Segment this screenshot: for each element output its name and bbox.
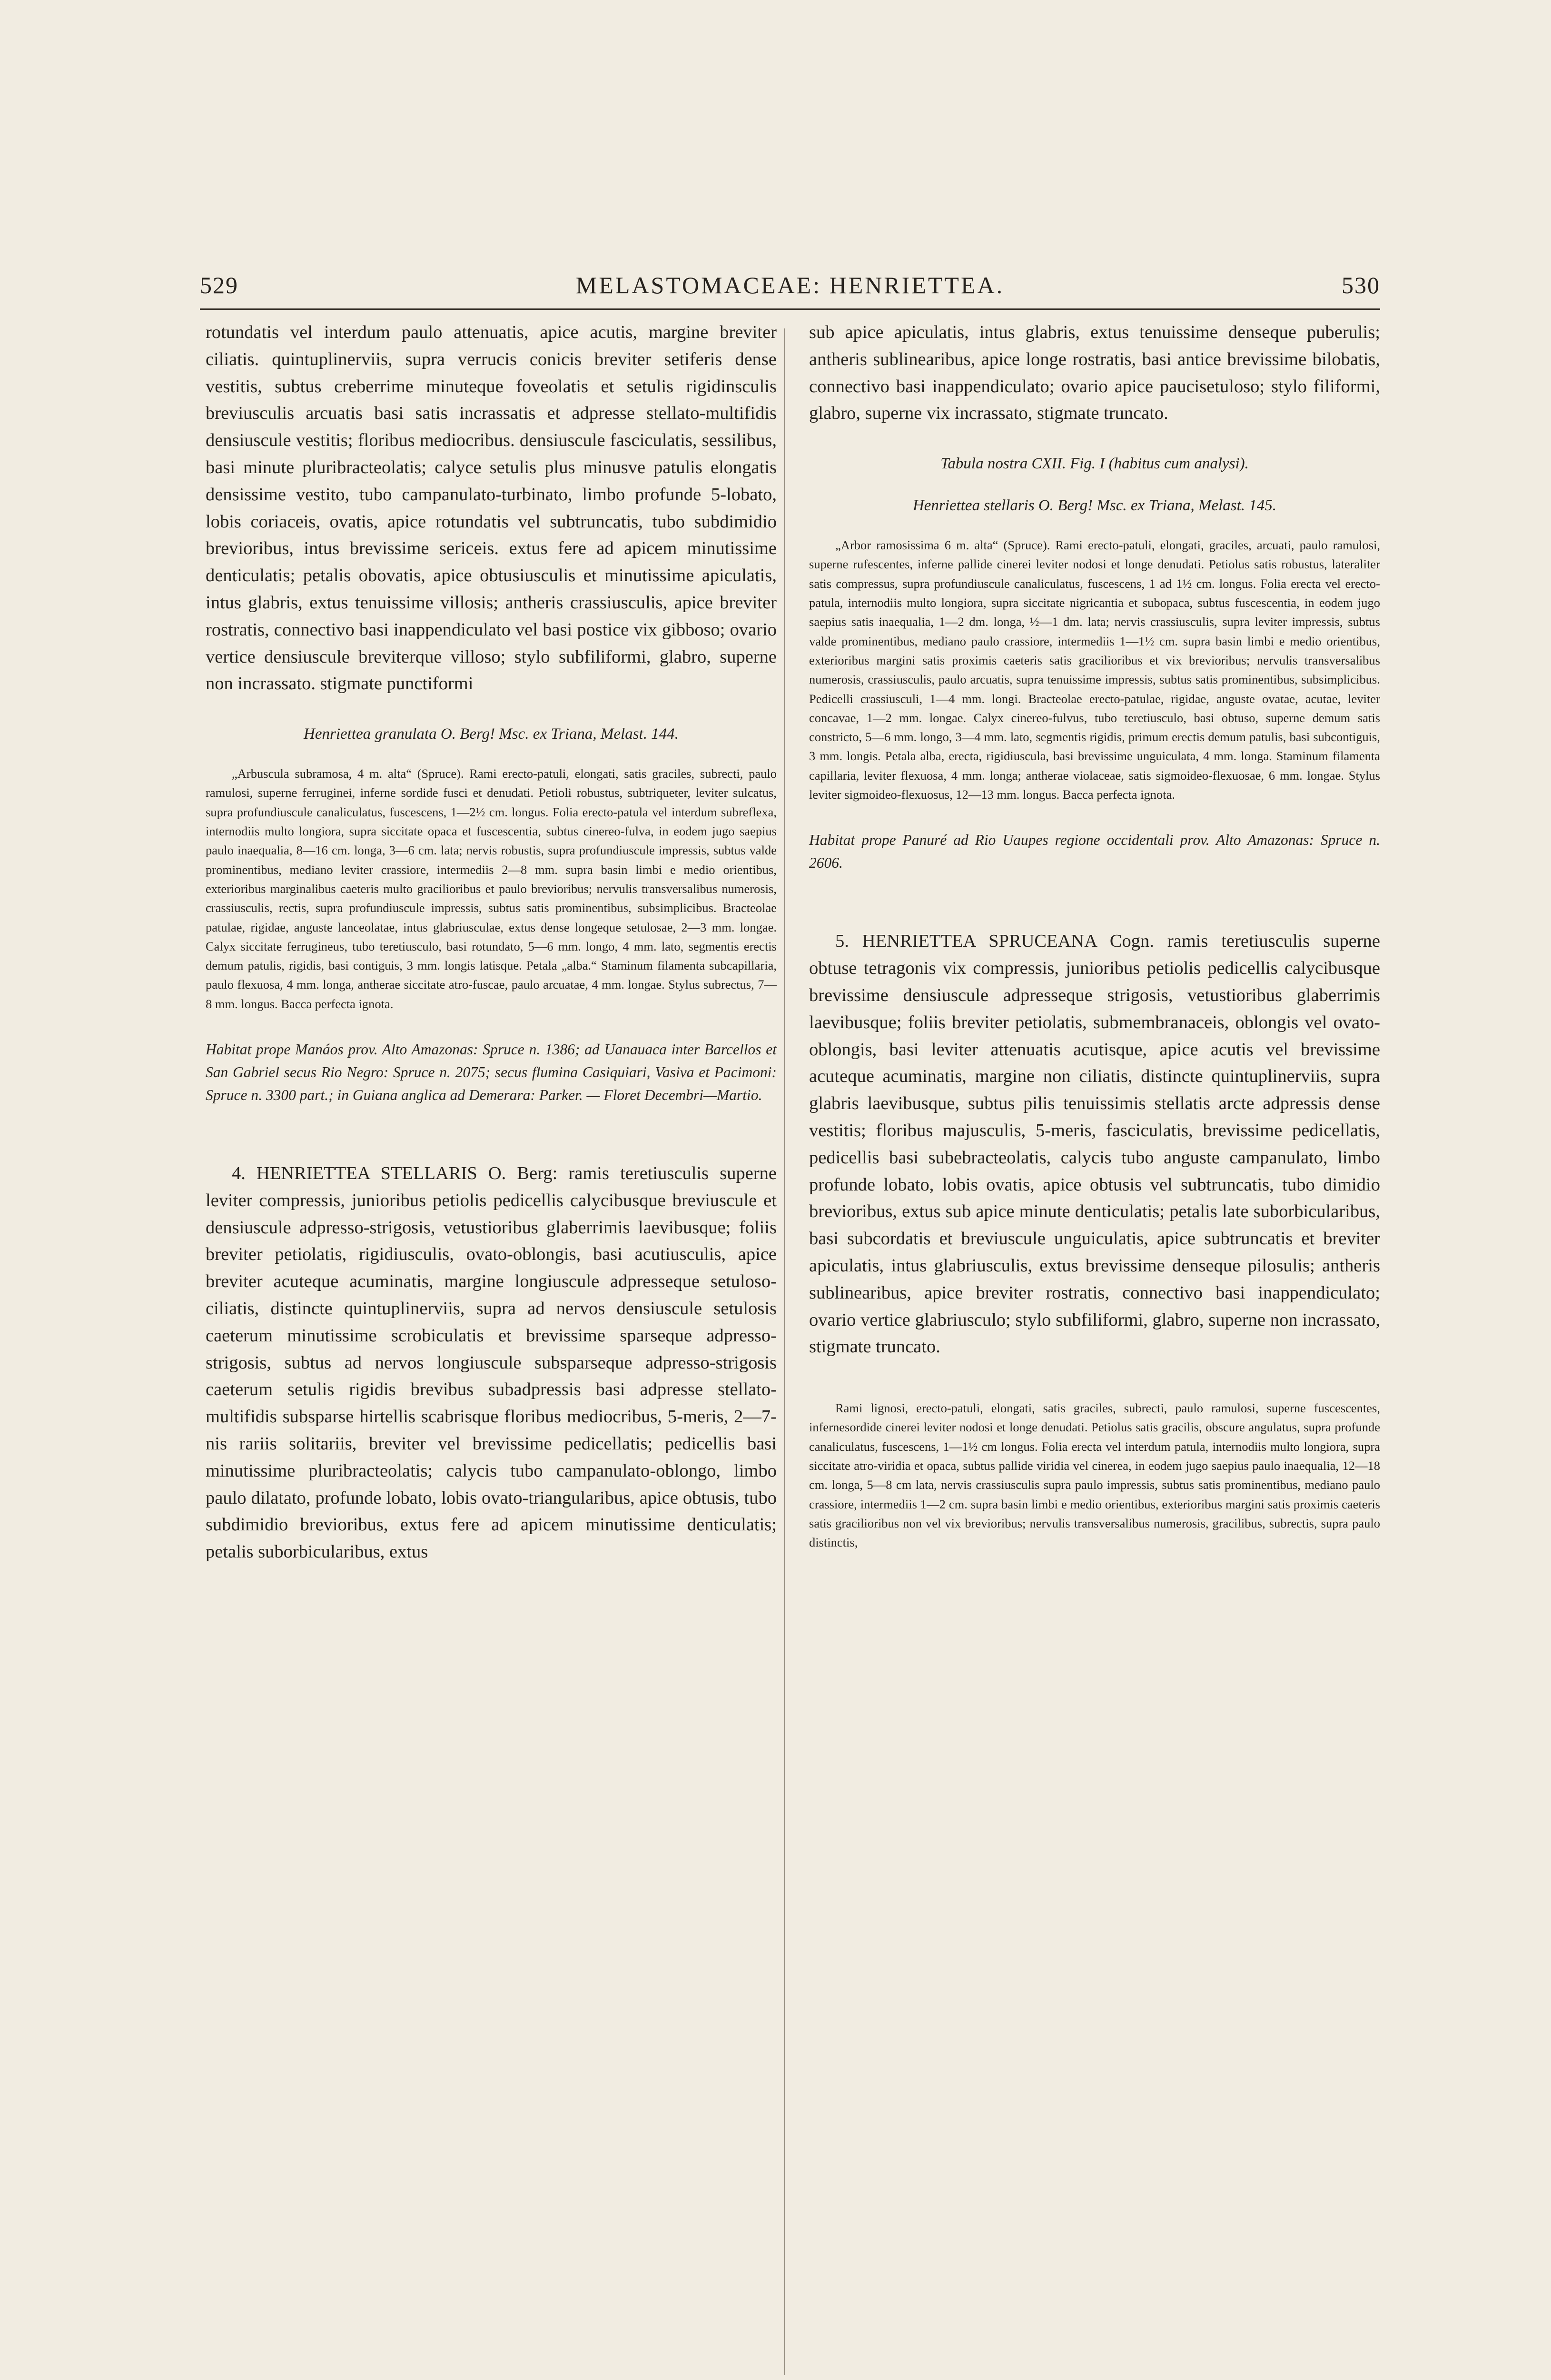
synonym-citation: Henriettea granulata O. Berg! Msc. ex Triana, Melast. 144. bbox=[304, 725, 679, 743]
right-column bbox=[809, 319, 1380, 1552]
page-number-left: 529 bbox=[200, 272, 238, 298]
description-right: „Arbor ramosissima 6 m. alta“ (Spruce). Rami erecto-patuli, elongati, graciles, arcuati, paulo ramulosi, superne rufescentes, inferne pallide cinerei leviter nodosi et longe denudati. Petiolus satis robustus, lateraliter satis compressus, supra profundiuscule canaliculatus, fuscescens, 1 ad 1½ cm. longus. Folia erecta vel erecto-patula, internodiis multo longiora, supra siccitate nigricantia et subopaca, subtus fuscescentia, in eodem jugo saepius satis inaequalia, 1—2 dm. longa, ½—1 dm. lata; nervis crassiusculis, supra leviter impressis, subtus valde prominentibus, mediano paulo crassiore, intermediis 1—1½ cm. supra basin limbi e medio orientibus, exterioribus margini satis proximis caeteris satis gracilioribus et vix brevioribus; nervulis transversalibus numerosis, crassiusculis, paulo arcuatis, supra tenuissime impressis, subtus satis prominentibus, subsimplicibus. Pedicelli crassiusculi, 1—4 mm. longi. Bracteolae erecto-patulae, rigidae, anguste ovatae, acutae, leviter concavae, 1—2 mm. longae. Calyx cinereo-fulvus, tubo teretiusculo, basi obtuso, superne demum satis constricto, 5—6 mm. longo, 3—4 mm. lato, segmentis rigidis, primum erectis demum patulis, basi subcontiguis, 3 mm. longis. Petala alba, erecta, rigidiuscula, basi brevissime unguiculata, 4 mm. longa. Staminum filamenta capillaria, leviter flexuosa, 4 mm. longa; antherae violaceae, satis sigmoideo-flexuosae, 6 mm. longae. Stylus leviter sigmoideo-flexuosus, 12—13 mm. longus. Bacca perfecta ignota. bbox=[809, 538, 1380, 802]
plate-reference: Tabula nostra CXII. Fig. I (habitus cum analysi). bbox=[940, 455, 1249, 473]
left-column bbox=[206, 319, 777, 1566]
synonym-citation-right: Henriettea stellaris O. Berg! Msc. ex Triana, Melast. 145. bbox=[912, 497, 1277, 515]
running-title: MELASTOMACEAE: HENRIETTEA. bbox=[575, 272, 1005, 298]
page-number-right: 530 bbox=[1342, 272, 1380, 298]
column-divider bbox=[784, 328, 785, 2375]
species-5-diagnosis: 5. HENRIETTEA SPRUCEANA Cogn. ramis teretiusculis superne obtuse tetragonis vix compressis, junioribus petiolis pedicellis calycibusque brevissime densiuscule adpresseque strigosis, vetustioribus glaberrimis laevibusque; foliis breviter petiolatis, submembranaceis, oblongis vel ovato-oblongis, basi leviter attenuatis acutisque, apice acutis vel brevissime acuteque acuminatis, margine non ciliatis, distincte quintuplinerviis, supra glabris laevibusque, subtus pilis tenuissimis stellatis arcte adpressis dense vestitis; floribus majusculis, 5-meris, fasciculatis, brevissime pedicellatis, pedicellis basi subebracteolatis, calycis tubo anguste campanulato, limbo profunde lobato, lobis ovatis, apice obtusis vel subtruncatis, tubo dimidio brevioribus, extus sub apice minute denticulatis; petalis late suborbicularibus, basi subcordatis et breviuscule unguiculatis, apice subtruncatis et breviter apiculatis, intus glabriusculis, extus brevissime denseque pilosulis; antheris sublinearibus, apice breviter rostratis, connectivo basi inappendiculato; ovario vertice glabriusculo; stylo subfiliformi, glabro, superne non incrassato, stigmate truncato. bbox=[809, 931, 1380, 1357]
habitat-note-right: Habitat prope Panuré ad Rio Uaupes regione occidentali prov. Alto Amazonas: Spruce n. 2606. bbox=[809, 832, 1380, 872]
running-header bbox=[200, 267, 1380, 305]
description-species-5: Rami lignosi, erecto-patuli, elongati, satis graciles, subrecti, paulo ramulosi, superne fuscescentes, infernesordide cinerei leviter nodosi et longe denudati. Petiolus satis gracilis, obscure angulatus, supra profunde canaliculatus, fuscescens, 1—1½ cm longus. Folia erecta vel interdum patula, internodiis multo longiora, supra siccitate atro-viridia et opaca, subtus pallide viridia vel cinerea, in eodem jugo saepius paulo inaequalia, 12—18 cm. longa, 5—8 cm lata, nervis crassiusculis supra paulo impressis, subtus satis prominentibus, mediano paulo crassiore, intermediis 1—2 cm. supra basin limbi e medio orientibus, exterioribus margini satis proximis caeteris satis gracilioribus non vel vix brevioribus; nervulis transversalibus numerosis, gracilibus, subrectis, supra paulo distinctis, bbox=[809, 1401, 1380, 1550]
habitat-note: Habitat prope Manáos prov. Alto Amazonas: Spruce n. 1386; ad Uanauaca inter Barcellos et San Gabriel secus Rio Negro: Spruce n. 2075; secus flumina Casiquiari, Vasiva et Pacimoni: Spruce n. 3300 part.; in Guiana anglica ad Demerara: Parker. — Floret Decembri—Martio. bbox=[206, 1041, 777, 1104]
diagnosis-continued-right: sub apice apiculatis, intus glabris, extus tenuissime denseque puberulis; antheris sublinearibus, apice longe rostratis, basi antice brevissime bilobatis, connectivo basi inappendiculato; ovario apice paucisetuloso; stylo filiformi, glabro, superne vix incrassato, stigmate truncato. bbox=[809, 322, 1380, 424]
diagnosis-continued: rotundatis vel interdum paulo attenuatis, apice acutis, margine breviter ciliatis. quintuplinerviis, supra verrucis conicis breviter setiferis dense vestitis, subtus creberrime minuteque foveolatis et setulis rigidinsculis breviusculis arcuatis basi satis incrassatis et adpresse stellato-multifidis densiuscule vestitis; floribus mediocribus. densiuscule fasciculatis, sessilibus, basi minute pluribracteolatis; calyce setulis plus minusve patulis elongatis densissime vestito, tubo campanulato-turbinato, limbo profunde 5-lobato, lobis coriaceis, ovatis, apice rotundatis vel subtruncatis, tubo subdimidio brevioribus, intus brevissime sericeis. extus fere ad apicem minutissime denticulatis; petalis obovatis, apice obtusiusculis et minutissime apiculatis, intus glabris, extus tenuissime villosis; antheris crassiusculis, apice breviter rostratis, connectivo basi inappendiculato vel basi postice vix gibboso; ovario vertice densiuscule breviterque villoso; stylo subfiliformi, glabro, superne non incrassato. stigmate punctiformi bbox=[206, 322, 777, 694]
header-rule bbox=[200, 308, 1380, 310]
description: „Arbuscula subramosa, 4 m. alta“ (Spruce). Rami erecto-patuli, elongati, satis graciles, subrecti, paulo ramulosi, superne ferruginei, inferne sordide fusci et denudati. Petioli robustus, subtriqueter, leviter sulcatus, supra profundiuscule canaliculatus, fuscescens, 1—2½ cm. longus. Folia erecto-patula vel interdum subreflexa, internodiis multo longiora, supra siccitate opaca et fuscescentia, subtus cinereo-fulva, in eodem jugo saepius paulo inaequalia, 8—16 cm. longa, 3—6 cm. lata; nervis robustis, supra profundiuscule impressis, subtus valde prominentibus, mediano leviter crassiore, intermediis 2—8 mm. supra basin limbi e medio orientibus, exterioribus marginalibus caeteris multo gracilioribus et paulo brevioribus; nervulis transversalibus numerosis, crassiusculis, rectis, supra profundiuscule impressis, subtus satis prominentibus, subsimplicibus. Bracteolae patulae, rigidae, anguste lanceolatae, intus glabriusculae, extus dense longeque setulosae, 2—3 mm. longae. Calyx siccitate ferrugineus, tubo teretiusculo, basi rotundato, 5—6 mm. longo, 4 mm. lato, segmentis erectis demum patulis, rigidis, basi contiguis, 3 mm. longis latisque. Petala „alba.“ Staminum filamenta subcapillaria, paulo flexuosa, 4 mm. longa, antherae siccitate atro-fuscae, paulo arcuatae, 4 mm. longae. Stylus subrectus, 7—8 mm. longus. Bacca perfecta ignota. bbox=[206, 766, 777, 1011]
species-4-diagnosis: 4. HENRIETTEA STELLARIS O. Berg: ramis teretiusculis superne leviter compressis, junioribus petiolis pedicellis calycibusque breviuscule et densiuscule adpresso-strigosis, vetustioribus glaberrimis laevibusque; foliis breviter petiolatis, rigidiusculis, ovato-oblongis, basi acutiusculis, apice breviter acuteque acuminatis, margine longiuscule adpresseque setuloso-ciliatis, distincte quintuplinerviis, supra ad nervos densiuscule setulosis caeterum minutissime scrobiculatis et brevissime sparseque adpresso-strigosis, subtus ad nervos longiuscule subsparseque adpresso-strigosis caeterum setulis rigidis brevibus subadpressis basi adpresse stellato-multifidis subsparse hirtellis scabrisque floribus mediocribus, 5-meris, 2—7-nis rariis solitariis, breviter vel brevissime pedicellatis; pedicellis basi minutissime pluribracteolatis; calycis tubo campanulato-oblongo, limbo paulo dilatato, profunde lobato, lobis ovato-triangularibus, apice obtusis, tubo subdimidio brevioribus, extus fere ad apicem minutissime denticulatis; petalis suborbicularibus, extus bbox=[206, 1163, 777, 1562]
